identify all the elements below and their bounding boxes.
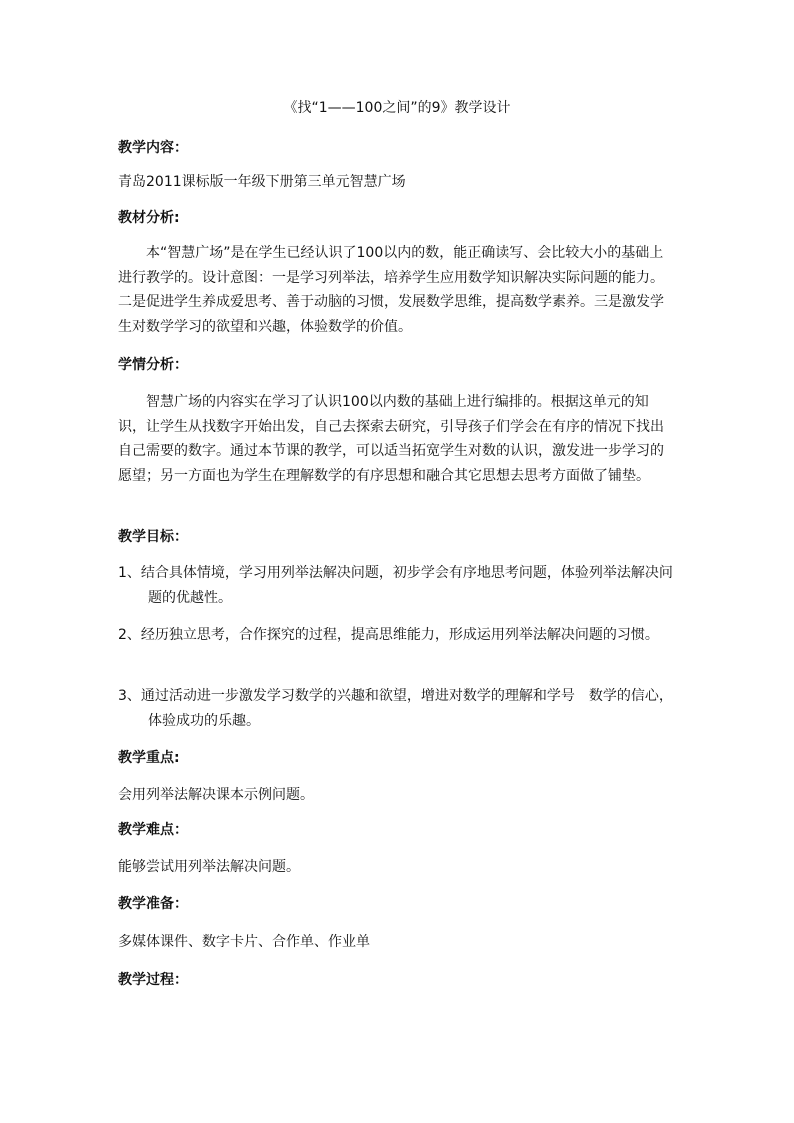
goal-item-1: 1、结合具体情境，学习用列举法解决问题，初步学会有序地思考问题，体验列举法解决问题的优越性。: [118, 565, 673, 606]
student-text: 智慧广场的内容实在学习了认识100以内数的基础上进行编排的。根据这单元的知识，让学生从找数字开始出发，自己去探索去研究，引导孩子们学会在有序的情况下找出自己需要的数字。通过本节课的教学，可以适当拓宽学生对数的认识，激发进一步学习的愿望；另一方面也为学生在理解数学的有序思想和融合其它思想去思考方面做了铺垫。: [118, 394, 664, 484]
goal-item-2: 2、经历独立思考，合作探究的过程，提高思维能力，形成运用列举法解决问题的习惯。: [118, 627, 659, 643]
process-heading: 教学过程：: [118, 972, 188, 988]
document-title: 《找“1——100之间”的9》教学设计: [283, 100, 511, 116]
difficulty-text: 能够尝试用列举法解决问题。: [118, 859, 300, 875]
difficulty-heading: 教学难点：: [118, 822, 188, 838]
content-heading: 教学内容：: [118, 140, 188, 156]
content-text: 青岛2011课标版一年级下册第三单元智慧广场: [118, 174, 406, 190]
key-heading: 教学重点:: [118, 750, 180, 766]
goals-heading: 教学目标：: [118, 529, 188, 545]
prep-text: 多媒体课件、数字卡片、合作单、作业单: [118, 934, 370, 950]
key-text: 会用列举法解决课本示例问题。: [118, 787, 314, 803]
analysis-text: 本“智慧广场”是在学生已经认识了100以内的数，能正确读写、会比较大小的基础上进行教学的。设计意图：一是学习列举法，培养学生应用数学知识解决实际问题的能力。二是促进学生养成爱思考、善于动脑的习惯，发展数学思维，提高数学素养。三是激发学生对数学学习的欲望和兴趣，体验数学的价值。: [118, 245, 664, 335]
goal-item-3: 3、通过活动进一步激发学习数学的兴趣和欲望，增进对数学的理解和学号 数学的信心，体验成功的乐趣。: [118, 688, 673, 729]
prep-heading: 教学准备：: [118, 896, 188, 912]
analysis-heading: 教材分析:: [118, 210, 180, 226]
student-heading: 学情分析：: [118, 357, 188, 373]
